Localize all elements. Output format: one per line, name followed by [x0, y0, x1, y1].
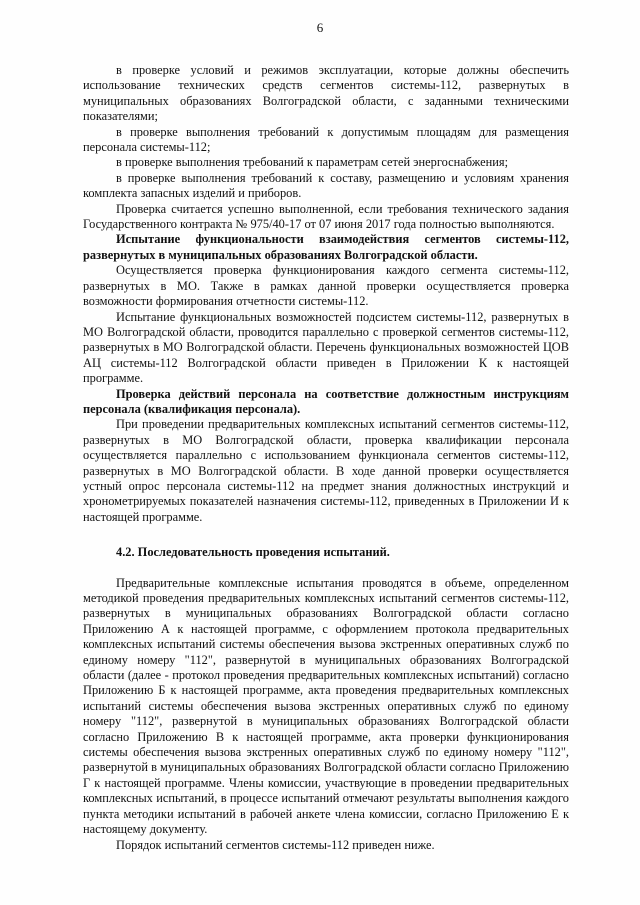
paragraph-area-requirements: в проверке выполнения требований к допустимым площадям для размещения персонала системы-112; — [83, 124, 569, 155]
paragraph-segment-check: Осуществляется проверка функционирования каждого сегмента системы-112, развернутых в МО. Также в рамках данной проверки осуществляется проверка возможности формирования отчетности системы-112. — [83, 263, 569, 309]
page-number: 6 — [316, 20, 324, 35]
section-title: 4.2. Последовательность проведения испытаний. — [116, 545, 390, 560]
paragraph-operating-conditions: в проверке условий и режимов эксплуатации, которые должны обеспечить использование технических средств сегментов системы-112, развернутых в муниципальных образованиях Волгоградской области, с заданными техническими показателями; — [83, 63, 569, 124]
paragraph-power-networks: в проверке выполнения требований к параметрам сетей энергоснабжения; — [116, 155, 509, 170]
paragraph-functional-test: Испытание функциональных возможностей подсистем системы-112, развернутых в МО Волгоградской области, проводится параллельно с проверкой сегментов системы-112, развернутых в МО Волгоградской области. Перечень функциональных возможностей ЦОВ АЦ системы-112 Волгоградской области приведен в Приложении К к настоящей программе. — [83, 309, 569, 386]
heading-personnel-check: Проверка действий персонала на соответствие должностным инструкциям персонала (квалификация персонала). — [83, 386, 569, 416]
heading-interaction-test: Испытание функциональности взаимодействия сегментов системы-112, развернутых в муниципальных образованиях Волгоградской области. — [83, 232, 569, 262]
paragraph-test-order: Порядок испытаний сегментов системы-112 приведен ниже. — [116, 837, 435, 852]
document-body — [83, 63, 569, 853]
paragraph-test-sequence: Предварительные комплексные испытания проводятся в объеме, определенном методикой проведения предварительных комплексных испытаний сегментов системы-112, развернутых в муниципальных образованиях Волгоградской области согласно Приложению А к настоящей программе, с оформлением протокола предварительных комплексных испытаний системы обеспечения вызова экстренных оперативных служб по единому номеру "112", развернутой в муниципальных образованиях Волгоградской области (далее - протокол проведения предварительных комплексных испытаний) согласно Приложению Б к настоящей программе, акта проведения предварительных комплексных испытаний системы обеспечения вызова экстренных оперативных служб по единому номеру "112", развернутой в муниципальных образованиях Волгоградской области согласно Приложению В к настоящей программе, акта проверки функционирования системы обеспечения вызова экстренных оперативных служб по единому номеру "112", развернутой в муниципальных образованиях Волгоградской области согласно Приложению Г к настоящей программе. Члены комиссии, участвующие в проведении предварительных комплексных испытаний, в процессе испытаний отмечают результаты выполнения каждого пункта методики испытаний в рабочей анкете члена комиссии, согласно Приложению Е к настоящему документу. — [83, 575, 569, 837]
paragraph-success-criteria: Проверка считается успешно выполненной, если требования технического задания Государственного контракта № 975/40-17 от 07 июня 2017 года полностью выполняются. — [83, 201, 569, 232]
paragraph-personnel-qualification: При проведении предварительных комплексных испытаний сегментов системы-112, развернутых в МО Волгоградской области, проверка квалификации персонала осуществляется параллельно с использованием функционала сегментов системы-112, развернутых в МО Волгоградской области. В ходе данной проверки осуществляется устный опрос персонала системы-112 на предмет знания должностных инструкций и хронометрируемых показателей назначения системы-112, приведенных в Приложении И к настоящей программе. — [83, 417, 569, 524]
paragraph-spare-parts: в проверке выполнения требований к составу, размещению и условиям хранения комплекта запасных изделий и приборов. — [83, 170, 569, 201]
